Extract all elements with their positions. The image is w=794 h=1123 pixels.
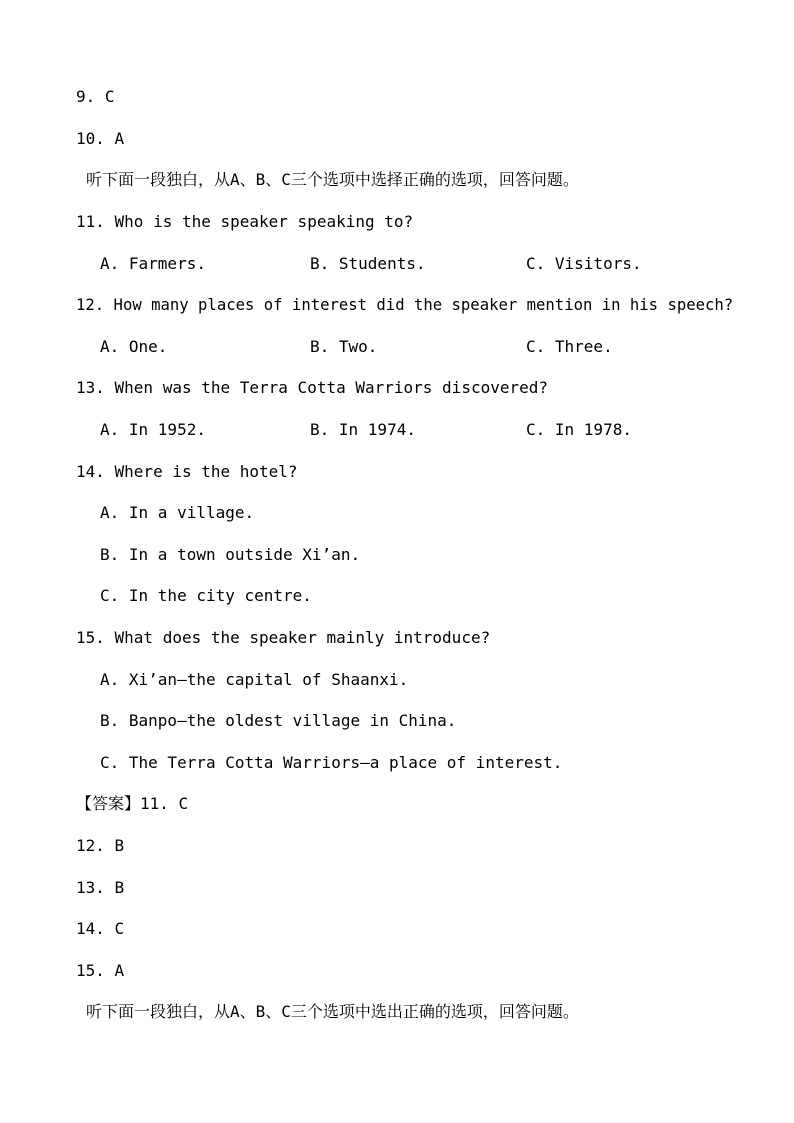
- answer-13: 13. B: [76, 878, 125, 897]
- answer-14: 14. C: [76, 919, 125, 938]
- question-15-option-b: B. Banpo—the oldest village in China.: [100, 711, 457, 730]
- question-14-option-b: B. In a town outside Xi’an.: [100, 545, 361, 564]
- question-12: 12. How many places of interest did the speaker mention in his speech?: [76, 296, 734, 314]
- answer-12: 12. B: [76, 836, 125, 855]
- question-13-option-a: A. In 1952.: [100, 420, 206, 439]
- question-14: 14. Where is the hotel?: [76, 462, 298, 481]
- question-14-option-c: C. In the city centre.: [100, 586, 312, 605]
- instruction-text-2: 听下面一段独白，从A、B、C三个选项中选出正确的选项，回答问题。: [86, 1002, 579, 1021]
- question-11: 11. Who is the speaker speaking to?: [76, 212, 414, 231]
- answer-10: 10. A: [76, 129, 125, 148]
- answer-key-11: 【答案】11. C: [76, 794, 189, 813]
- question-15-option-c: C. The Terra Cotta Warriors—a place of interest.: [100, 753, 563, 772]
- instruction-text: 听下面一段独白，从A、B、C三个选项中选择正确的选项，回答问题。: [86, 170, 579, 189]
- answer-9: 9. C: [76, 87, 115, 106]
- question-12-option-a: A. One.: [100, 337, 168, 356]
- question-11-option-a: A. Farmers.: [100, 254, 206, 273]
- question-11-option-b: B. Students.: [310, 254, 426, 273]
- question-15: 15. What does the speaker mainly introduce?: [76, 628, 491, 647]
- question-13: 13. When was the Terra Cotta Warriors discovered?: [76, 378, 549, 397]
- question-13-option-c: C. In 1978.: [526, 420, 632, 439]
- answer-15: 15. A: [76, 961, 125, 980]
- question-12-option-c: C. Three.: [526, 337, 613, 356]
- question-12-option-b: B. Two.: [310, 337, 378, 356]
- question-13-option-b: B. In 1974.: [310, 420, 416, 439]
- question-15-option-a: A. Xi’an—the capital of Shaanxi.: [100, 670, 409, 689]
- question-11-option-c: C. Visitors.: [526, 254, 642, 273]
- question-14-option-a: A. In a village.: [100, 503, 255, 522]
